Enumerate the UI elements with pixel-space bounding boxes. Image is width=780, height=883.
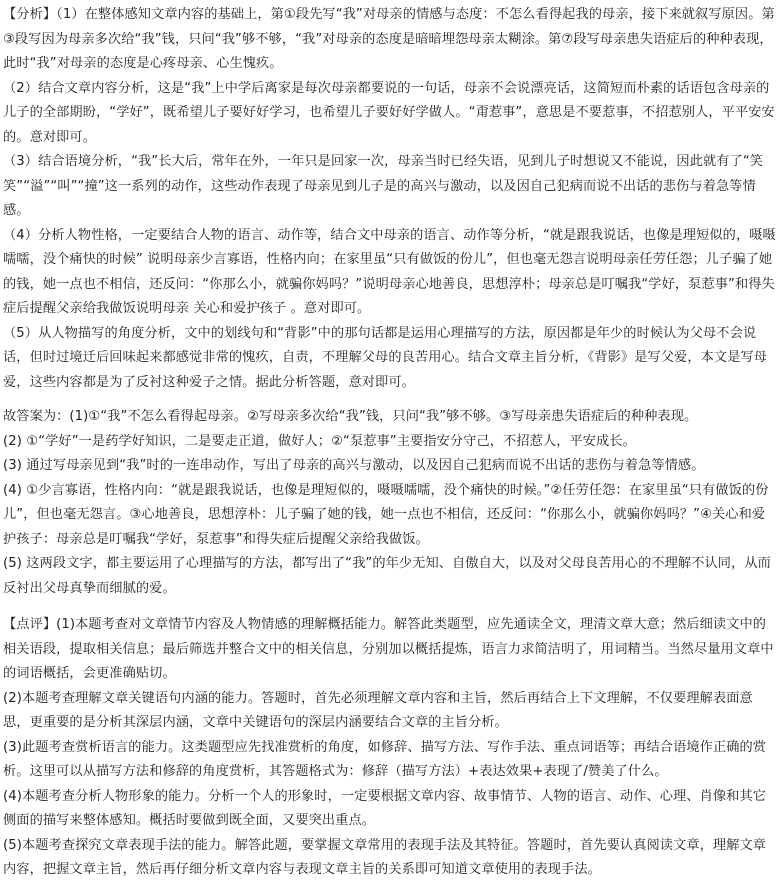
answer-paragraph-1: 故答案为：(1)①“我”不怎么看得起母亲。②写母亲多次给“我”钱，只问“我”够不够。③写母亲患失语症后的种种表现。 — [3, 409, 698, 424]
answer-paragraph-2: (2) ①“学好”一是药学好知识，二是要走正道，做好人；②“泵惹事”主要指安分守己，不招惹人，平安成长。 — [3, 433, 636, 449]
analysis-paragraph-2: （2）结合文章内容分析，这是“我”上中学后离家是每次母亲都要说的一句话，母亲不会说漂亮话，这简短而朴素的话语包含母亲的儿子的全部期盼，“学好”，既希望儿子要好好学习，也希望儿子要好好学做人。“甭惹事”，意思是不要惹事，不招惹别人，平平安安的。意对即可。 — [3, 80, 775, 145]
analysis-paragraph-4: （4）分析人物性格，一定要结合人物的语言、动作等，结合文中母亲的语言、动作等分析，“就是跟我说话，也像是理短似的，嗫嗫嚅嚅，没个痛快的时候” 说明母亲少言寡语，性格内向；在家里虽“只有做饭的份儿”，但也毫无怨言说明母亲任劳任怨；儿子骗了她的钱，她一点也不相信，还反问：“你那么小，就骗你妈吗？”说明母亲心地善良，思想淳朴；母亲总是叮嘱我“学好，泵惹事”和得失症后提醒父亲给我做饭说明母亲 关心和爱护孩子 。意对即可。 — [3, 227, 776, 316]
comment-paragraph-4: (4)本题考查分析人物形象的能力。分析一个人的形象时，一定要根据文章内容、故事情节、人物的语言、动作、心理、肖像和其它侧面的描写来整体感知。概括时要做到既全面，又要突出重点。 — [3, 788, 767, 828]
analysis-section — [3, 3, 776, 395]
analysis-paragraph-5: （5）从人物描写的角度分析，文中的划线句和“背影”中的那句话都是运用心理描写的方法，原因都是年少的时候认为父母不会说话，但时过境迁后回味起来都感觉非常的愧疚，自责，不理解父母的良苦用心。结合文章主旨分析，《背影》是写父爱，本文是写母爱，这些内容都是为了反衬这种爱子之情。据此分析答题，意对即可。 — [3, 325, 768, 390]
analysis-paragraph-3: （3）结合语境分析，“我”长大后，常年在外，一年只是回家一次，母亲当时已经失语，见到儿子时想说又不能说，因此就有了“笑笑”“溢”“叫”“撞”这一系列的动作，这些动作表现了母亲见到儿子是的高兴与激动，以及因自己犯病而说不出话的悲伤与着急等情感。 — [3, 154, 764, 218]
answer-paragraph-3: (3) 通过写母亲见到“我”时的一连串动作，写出了母亲的高兴与激动，以及因自己犯病而说不出话的悲伤与着急等情感。 — [3, 458, 705, 473]
comment-paragraph-2: (2)本题考查理解文章关键语句内涵的能力。答题时，首先必须理解文章内容和主旨，然后再结合上下文理解，不仅要理解表面意思，更重要的是分析其深层内涵，文章中关键语句的深层内涵要结合文章的主旨分析。 — [3, 690, 753, 730]
section-spacer — [3, 601, 776, 613]
answer-section — [3, 405, 776, 601]
section-spacer — [3, 395, 776, 405]
comment-paragraph-3: (3)此题考查赏析语言的能力。这类题型应先找准赏析的角度，如修辞、描写方法、写作手法、重点词语等；再结合语境作正确的赏析。这里可以从描写方法和修辞的角度赏析，其答题格式为：修辞（描写方法）+表达效果+表现了/赞美了什么。 — [3, 739, 767, 779]
comment-paragraph-5: (5)本题考查探究文章表现手法的能力。解答此题，要掌握文章常用的表现手法及其特征。答题时，首先要认真阅读文章，理解文章内容，把握文章主旨，然后再仔细分析文章内容与表现文章主旨的关系即可知道文章使用的表现手法。 — [3, 837, 767, 877]
analysis-paragraph-1: 【分析】（1）在整体感知文章内容的基础上，第①段先写“我”对母亲的情感与态度：不怎么看得起我的母亲，接下来就叙写原因。第③段写因为母亲多次给“我”钱，只问“我”够不够，“我”对母亲的态度是暗暗埋怨母亲太糊涂。第⑦段写母亲患失语症后的种种表现，此时“我”对母亲的态度是心疼母亲、心生愧疚。 — [3, 7, 775, 71]
answer-paragraph-5: (5) 这两段文字，都主要运用了心理描写的方法，都写出了“我”的年少无知、自傲自大，以及对父母良苦用心的不理解不认同，从而反衬出父母真挚而细腻的爱。 — [3, 556, 771, 596]
answer-paragraph-4: (4) ①少言寡语，性格内向：“就是跟我说话，也像是理短似的，嗫嗫嚅嚅，没个痛快的时候。”②任劳任怨：在家里虽“只有做饭的份儿”，但也毫无怨言。③心地善良，思想淳朴：儿子骗了她的钱，她一点也不相信，还反问：“你那么小，就骗你妈吗？”④关心和爱护孩子：母亲总是叮嘱我“学好，泵惹事”和得失症后提醒父亲给我做饭。 — [3, 482, 769, 547]
comment-section — [3, 613, 776, 883]
comment-paragraph-1: 【点评】(1)本题考查对文章情节内容及人物情感的理解概括能力。解答此类题型，应先通读全文，理清文章大意；然后细读文中的相关语段，提取相关信息；最后筛选并整合文中的相关信息，分别加以概括提炼，语言力求简洁明了，用词精当。当然尽量用文章中的词语概括，会更准确贴切。 — [3, 617, 774, 681]
